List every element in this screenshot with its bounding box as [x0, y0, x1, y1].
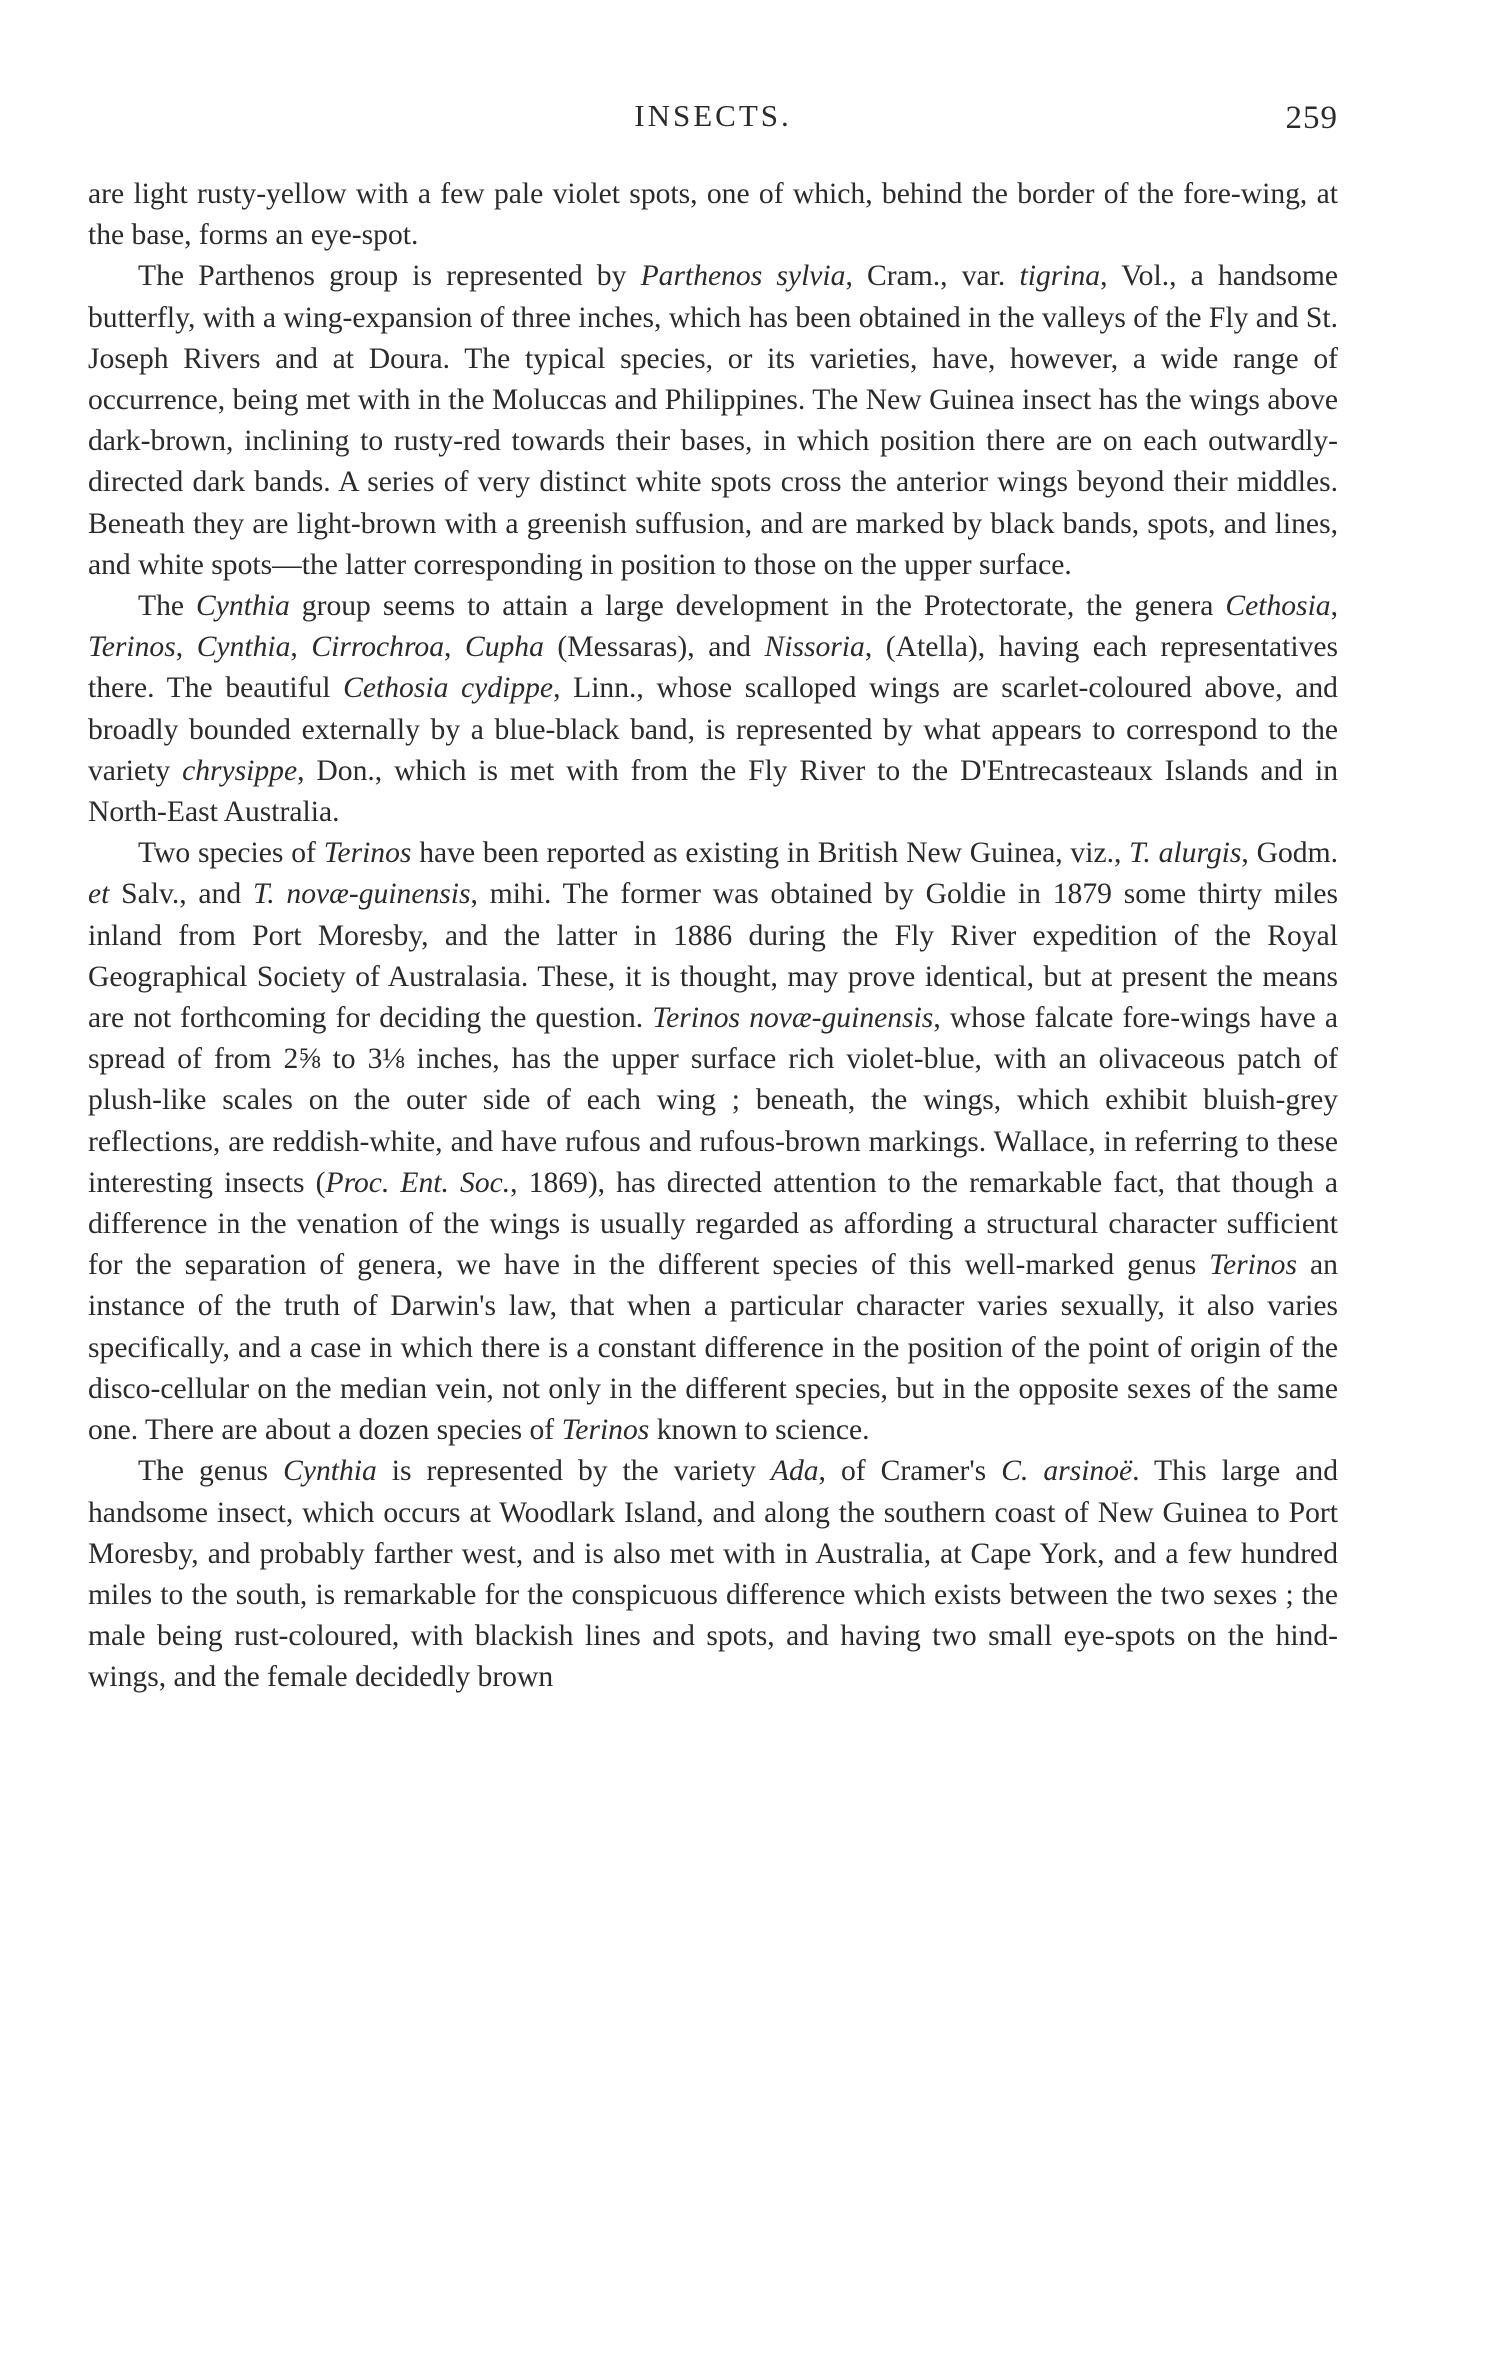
text-run: are light rusty-yellow with a few pale violet spots, one of which, behind the border of the fore-wing, at the base, forms an eye-spot. [88, 178, 1338, 252]
text-run: , Godm. [1241, 837, 1338, 870]
text-run: , mihi. The former was obtained by Goldie in 1879 some thirty miles inland from Port Moresby, and the latter in 1886 during the Fly River expedition of the Royal Geographical Society of Australasia. These, it is thought, may prove identical, but at present the means are not forthcoming for deciding the question. [88, 878, 1339, 1035]
text-run: , [175, 631, 197, 664]
italic-text: Cynthia [196, 631, 291, 664]
italic-text: Terinos [323, 837, 412, 870]
italic-text: T. alurgis [1129, 837, 1242, 870]
italic-text: Terinos [1209, 1249, 1297, 1282]
text-run: , [290, 631, 312, 664]
italic-text: Terinos [561, 1414, 650, 1447]
text-run: , 1869), has directed attention to the remarkable fact, that though a difference in the venation of the wings is usually regarded as affording a structural character sufficient for the separation of genera, we have in the different species of this well-marked genus [88, 1166, 1339, 1282]
italic-text: Proc. Ent. Soc. [325, 1166, 511, 1199]
text-run: The Parthenos group is represented by [138, 260, 641, 293]
text-run: Salv., and [109, 878, 253, 911]
italic-text: Cynthia [196, 590, 290, 623]
italic-text: et [88, 878, 110, 911]
italic-text: tigrina [1019, 260, 1101, 293]
italic-text: C. arsinoë [1001, 1455, 1133, 1488]
text-run: have been reported as existing in British New Guinea, viz., [411, 837, 1130, 870]
text-run: The [138, 590, 197, 623]
text-run: , of Cramer's [818, 1455, 1002, 1488]
italic-text: Terinos [88, 631, 176, 664]
text-run: (Messaras), and [543, 631, 765, 664]
text-run: , Vol., a handsome butterfly, with a wing-expansion of three inches, which has been obtained in the valleys of the Fly and St. Joseph Rivers and at Doura. The typical species, or its varieties, have, however, a wide range of occurrence, being met with in the Moluccas and Philippines. The New Guinea insect has the wings above dark-brown, inclining to rusty-red towards their bases, in which position there are on each outwardly-directed dark bands. A series of very distinct white spots cross the anterior wings beyond their middles. Beneath they are light-brown with a greenish suffusion, and are marked by black bands, spots, and lines, and white spots—the latter corresponding in position to those on the upper surface. [88, 260, 1338, 581]
text-run: The genus [138, 1455, 284, 1488]
italic-text: Cethosia cydippe [343, 672, 554, 705]
paragraph-3 [88, 586, 1338, 833]
book-page [88, 96, 1338, 1699]
text-run: Two species of [138, 837, 324, 870]
italic-text: Ada [770, 1455, 819, 1488]
text-run: is represented by the variety [376, 1455, 771, 1488]
text-run: , Linn., whose scalloped wings are scarlet-coloured above, and broadly bounded externally by a blue-black band, is represented by what appears to correspond to the variety [88, 672, 1338, 787]
italic-text: Cirrochroa [311, 631, 444, 664]
text-run: , (Atella), having each representatives there. The beautiful [88, 631, 1339, 705]
text-run: an instance of the truth of Darwin's law, that when a particular character varies sexually, it also varies specifically, and a case in which there is a constant difference in the position of the point of origin of the disco-cellular on the median vein, not only in the different species, but in the opposite sexes of the same one. There are about a dozen species of [88, 1249, 1338, 1447]
text-run: known to science. [649, 1414, 870, 1447]
italic-text: Terinos novæ-guinensis [652, 1002, 934, 1035]
italic-text: chrysippe [182, 754, 298, 787]
paragraph-1 [88, 174, 1338, 256]
text-run: , [1330, 590, 1338, 623]
body-text [88, 174, 1338, 1699]
italic-text: Cupha [464, 631, 544, 664]
italic-text: T. novæ-guinensis [252, 878, 471, 911]
text-run: , Don., which is met with from the Fly River to the D'Entrecasteaux Islands and in North-East Australia. [88, 754, 1338, 829]
paragraph-2 [88, 256, 1338, 586]
italic-text: Nissoria [764, 631, 865, 664]
page-number: 259 [1285, 100, 1338, 136]
paragraph-4 [88, 833, 1338, 1451]
running-head: INSECTS. [634, 98, 792, 133]
page-header [88, 96, 1338, 144]
text-run: , whose falcate fore-wings have a spread of from 2⅝ to 3⅛ inches, has the upper surface rich violet-blue, with an olivaceous patch of plush-like scales on the outer side of each wing ; beneath, the wings, which exhibit bluish-grey reflections, are reddish-white, and have rufous and rufous-brown markings. Wallace, in referring to these interesting insects ( [88, 1002, 1338, 1199]
paragraph-5 [88, 1451, 1338, 1698]
text-run: , Cram., var. [845, 260, 1020, 293]
italic-text: Parthenos sylvia [640, 260, 846, 293]
text-run: group seems to attain a large development in the Protectorate, the genera [289, 590, 1226, 623]
italic-text: Cynthia [283, 1455, 377, 1488]
italic-text: Cethosia [1225, 590, 1331, 623]
text-run: , [444, 631, 465, 664]
text-run: . This large and handsome insect, which occurs at Woodlark Island, and along the southern coast of New Guinea to Port Moresby, and probably farther west, and is also met with in Australia, at Cape York, and a few hundred miles to the south, is remarkable for the conspicuous difference which exists between the two sexes ; the male being rust-coloured, with blackish lines and spots, and having two small eye-spots on the hind-wings, and the female decidedly brown [88, 1455, 1338, 1694]
